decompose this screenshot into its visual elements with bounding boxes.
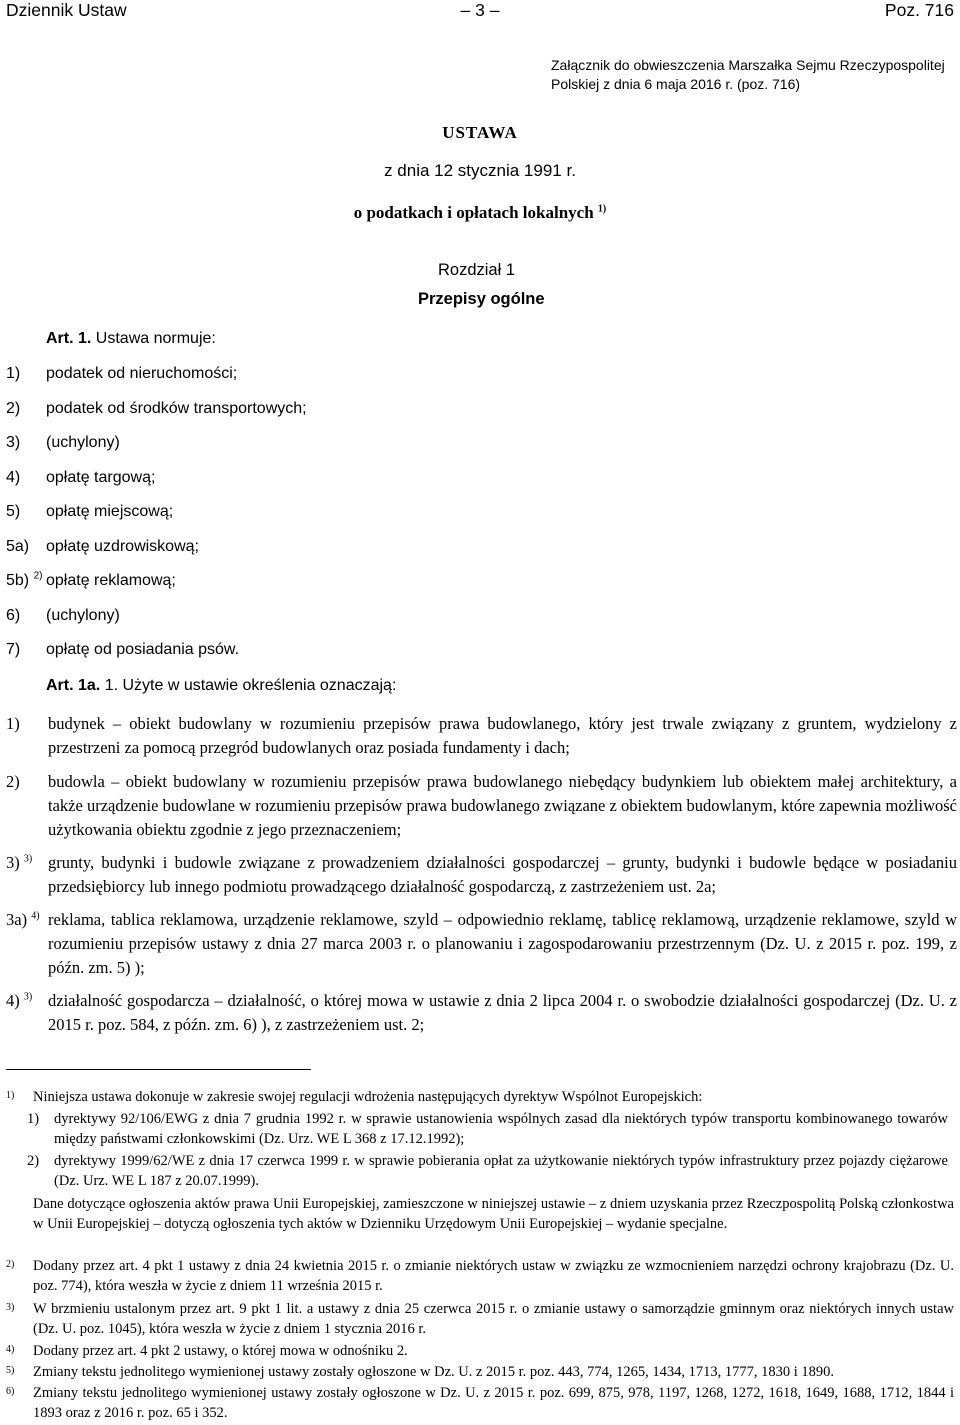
footnote-ref-1[interactable]: 1) [597,203,607,215]
art1-heading [46,330,216,348]
item-number: 2) [6,772,20,791]
page-number: – 3 – [460,0,500,20]
footnote-ref-2[interactable]: 2) [33,570,43,582]
act-title [0,203,960,223]
position-number: Poz. 716 [884,0,954,20]
item-number-text: 4) [6,991,20,1010]
item-text: działalność gospodarcza – działalność, o której mowa w ustawie z dnia 2 lipca 2004 r. o swobodzie działalności gospodarczej (Dz. U. z 2015 r. poz. 584, z późn. zm. 6) ), z zastrzeżeniem ust. 2; [48,991,957,1034]
annex-note: Załącznik do obwieszczenia Marszałka Sejmu Rzeczypospolitej Polskiej z dnia 6 maja 2016 r. (poz. 716) [551,57,945,92]
item-number: 5) [6,503,21,520]
journal-name: Dziennik Ustaw [6,0,127,20]
item-text: grunty, budynki i budowle związane z prowadzeniem działalności gospodarczej – grunty, budynki i budowle będące w posiadaniu przedsiębiorcy lub innego podmiotu prowadzącego działalność gospodarczą, z zastrzeżeniem ust. 2a; [48,853,957,896]
item-text: opłatę miejscową; [46,503,174,520]
art1a-heading [46,677,396,695]
sub-number: 1) [27,1111,40,1127]
chapter-label: Rozdział 1 [438,261,516,279]
item-text: reklama, tablica reklamowa, urządzenie reklamowe, szyld – odpowiednio reklamę, tablicę reklamową, urządzenie reklamowe, szyld w rozumieniu przepisów ustawy z dnia 27 marca 2003 r. o planowaniu i zagospodarowaniu przestrzennym (Dz. U. z 2015 r. poz. 199, z późn. zm. 5) ); [48,910,957,977]
sub-number: 2) [27,1153,40,1169]
item-text: opłatę od posiadania psów. [46,641,240,658]
footnote-separator [6,1069,311,1070]
art1a-intro: 1. Użyte w ustawie określenia oznaczają: [104,677,397,694]
footnote-text: W brzmieniu ustalonym przez art. 9 pkt 1 lit. a ustawy z dnia 25 czerwca 2015 r. o zmianie ustawy o samorządzie gminnym oraz niektórych innych ustaw (Dz. U. poz. 1045), która weszła w życie z dniem 1 stycznia 2016 r. [33,1301,954,1337]
act-title-text: o podatkach i opłatach lokalnych [353,203,594,222]
sub-text: dyrektywy 92/106/EWG z dnia 7 grudnia 1992 r. w sprawie ustanowienia wspólnych zasad dla niektórych typów transportu kombinowanego towarów między państwami członkowskimi (Dz. Urz. WE L 368 z 17.12.1992); [54,1111,948,1147]
footnote-mark: 3) [6,1302,15,1313]
footnote-text: Zmiany tekstu jednolitego wymienionej ustawy zostały ogłoszone w Dz. U. z 2015 r. poz. 443, 774, 1265, 1434, 1713, 1777, 1830 i 1890. [33,1364,835,1380]
item-number: 5a) [6,538,30,555]
item-number-text: 5b) [6,572,30,589]
item-text: podatek od środków transportowych; [46,400,307,417]
item-number: 1) [6,714,20,733]
item-number [6,572,42,590]
footnote-ref-4[interactable]: 4) [31,910,40,922]
item-number [6,851,32,875]
footnote-mark: 6) [6,1386,15,1397]
footnote-ref-3b[interactable]: 3) [23,991,33,1003]
item-number: 2) [6,400,21,417]
item-number [6,989,32,1013]
item-text: opłatę uzdrowiskową; [46,538,199,555]
art1a-label: Art. 1a. [46,677,101,694]
item-text: opłatę reklamową; [46,572,176,589]
item-number: 4) [6,469,21,486]
sub-text: dyrektywy 1999/62/WE z dnia 17 czerwca 1999 r. w sprawie pobierania opłat za użytkowanie niektórych typów infrastruktury przez pojazdy ciężarowe (Dz. Urz. WE L 187 z 20.07.1999). [54,1153,948,1189]
footnote-mark: 5) [6,1365,15,1376]
item-number: 7) [6,641,21,658]
item-number: 3) [6,434,21,451]
footnote-text: Niniejsza ustawa dokonuje w zakresie swojej regulacji wdrożenia następujących dyrektyw Wspólnot Europejskich: [33,1089,703,1105]
footnote-text: Dane dotyczące ogłoszenia aktów prawa Unii Europejskiej, zamieszczone w niniejszej ustawie – z dniem uzyskania przez Rzeczpospolitą Polską członkostwa w Unii Europejskiej – dotyczą ogłoszenia tych aktów w Dzienniku Urzędowym Unii Europejskiej – wydanie specjalne. [33,1196,954,1232]
item-number-text: 3a) [6,910,28,929]
item-text: podatek od nieruchomości; [46,365,238,382]
item-number [6,908,40,932]
act-date: z dnia 12 stycznia 1991 r. [384,161,576,180]
act-type: USTAWA [442,123,518,142]
footnote-mark: 4) [6,1344,15,1355]
footnote-mark: 2) [6,1259,15,1270]
footnote-text: Zmiany tekstu jednolitego wymienionej ustawy zostały ogłoszone w Dz. U. z 2015 r. poz. 699, 875, 978, 1197, 1268, 1272, 1618, 1649, 1688, 1712, 1844 i 1893 oraz z 2016 r. poz. 65 i 352. [33,1385,954,1421]
art1-intro: Ustawa normuje: [95,330,216,347]
item-number: 6) [6,607,21,624]
footnote-ref-3[interactable]: 3) [23,853,33,865]
item-text: (uchylony) [46,434,120,451]
item-number-text: 3) [6,853,20,872]
item-text: (uchylony) [46,607,120,624]
item-text: opłatę targową; [46,469,156,486]
footnote-text: Dodany przez art. 4 pkt 2 ustawy, o której mowa w odnośniku 2. [33,1343,408,1359]
item-text: budynek – obiekt budowlany w rozumieniu przepisów prawa budowlanego, który jest trwale związany z gruntem, wydzielony z przestrzeni za pomocą przegród budowlanych oraz posiada fundamenty i dach; [48,714,957,757]
item-number: 1) [6,365,21,382]
chapter-title: Przepisy ogólne [418,290,545,308]
footnote-mark: 1) [6,1090,15,1101]
footnote-text: Dodany przez art. 4 pkt 1 ustawy z dnia 24 kwietnia 2015 r. o zmianie niektórych ustaw w związku ze wzmocnieniem narzędzi ochrony krajobrazu (Dz. U. poz. 774), która weszła w życie z dniem 11 września 2015 r. [33,1258,954,1294]
item-text: budowla – obiekt budowlany w rozumieniu przepisów prawa budowlanego niebędący budynkiem lub obiektem małej architektury, a także urządzenie budowlane w rozumieniu przepisów prawa budowlanego związane z obiektem budowlanym, które zapewnia możliwość użytkowania obiektu zgodnie z jego przeznaczeniem; [48,772,957,839]
art1-label: Art. 1. [46,330,92,347]
